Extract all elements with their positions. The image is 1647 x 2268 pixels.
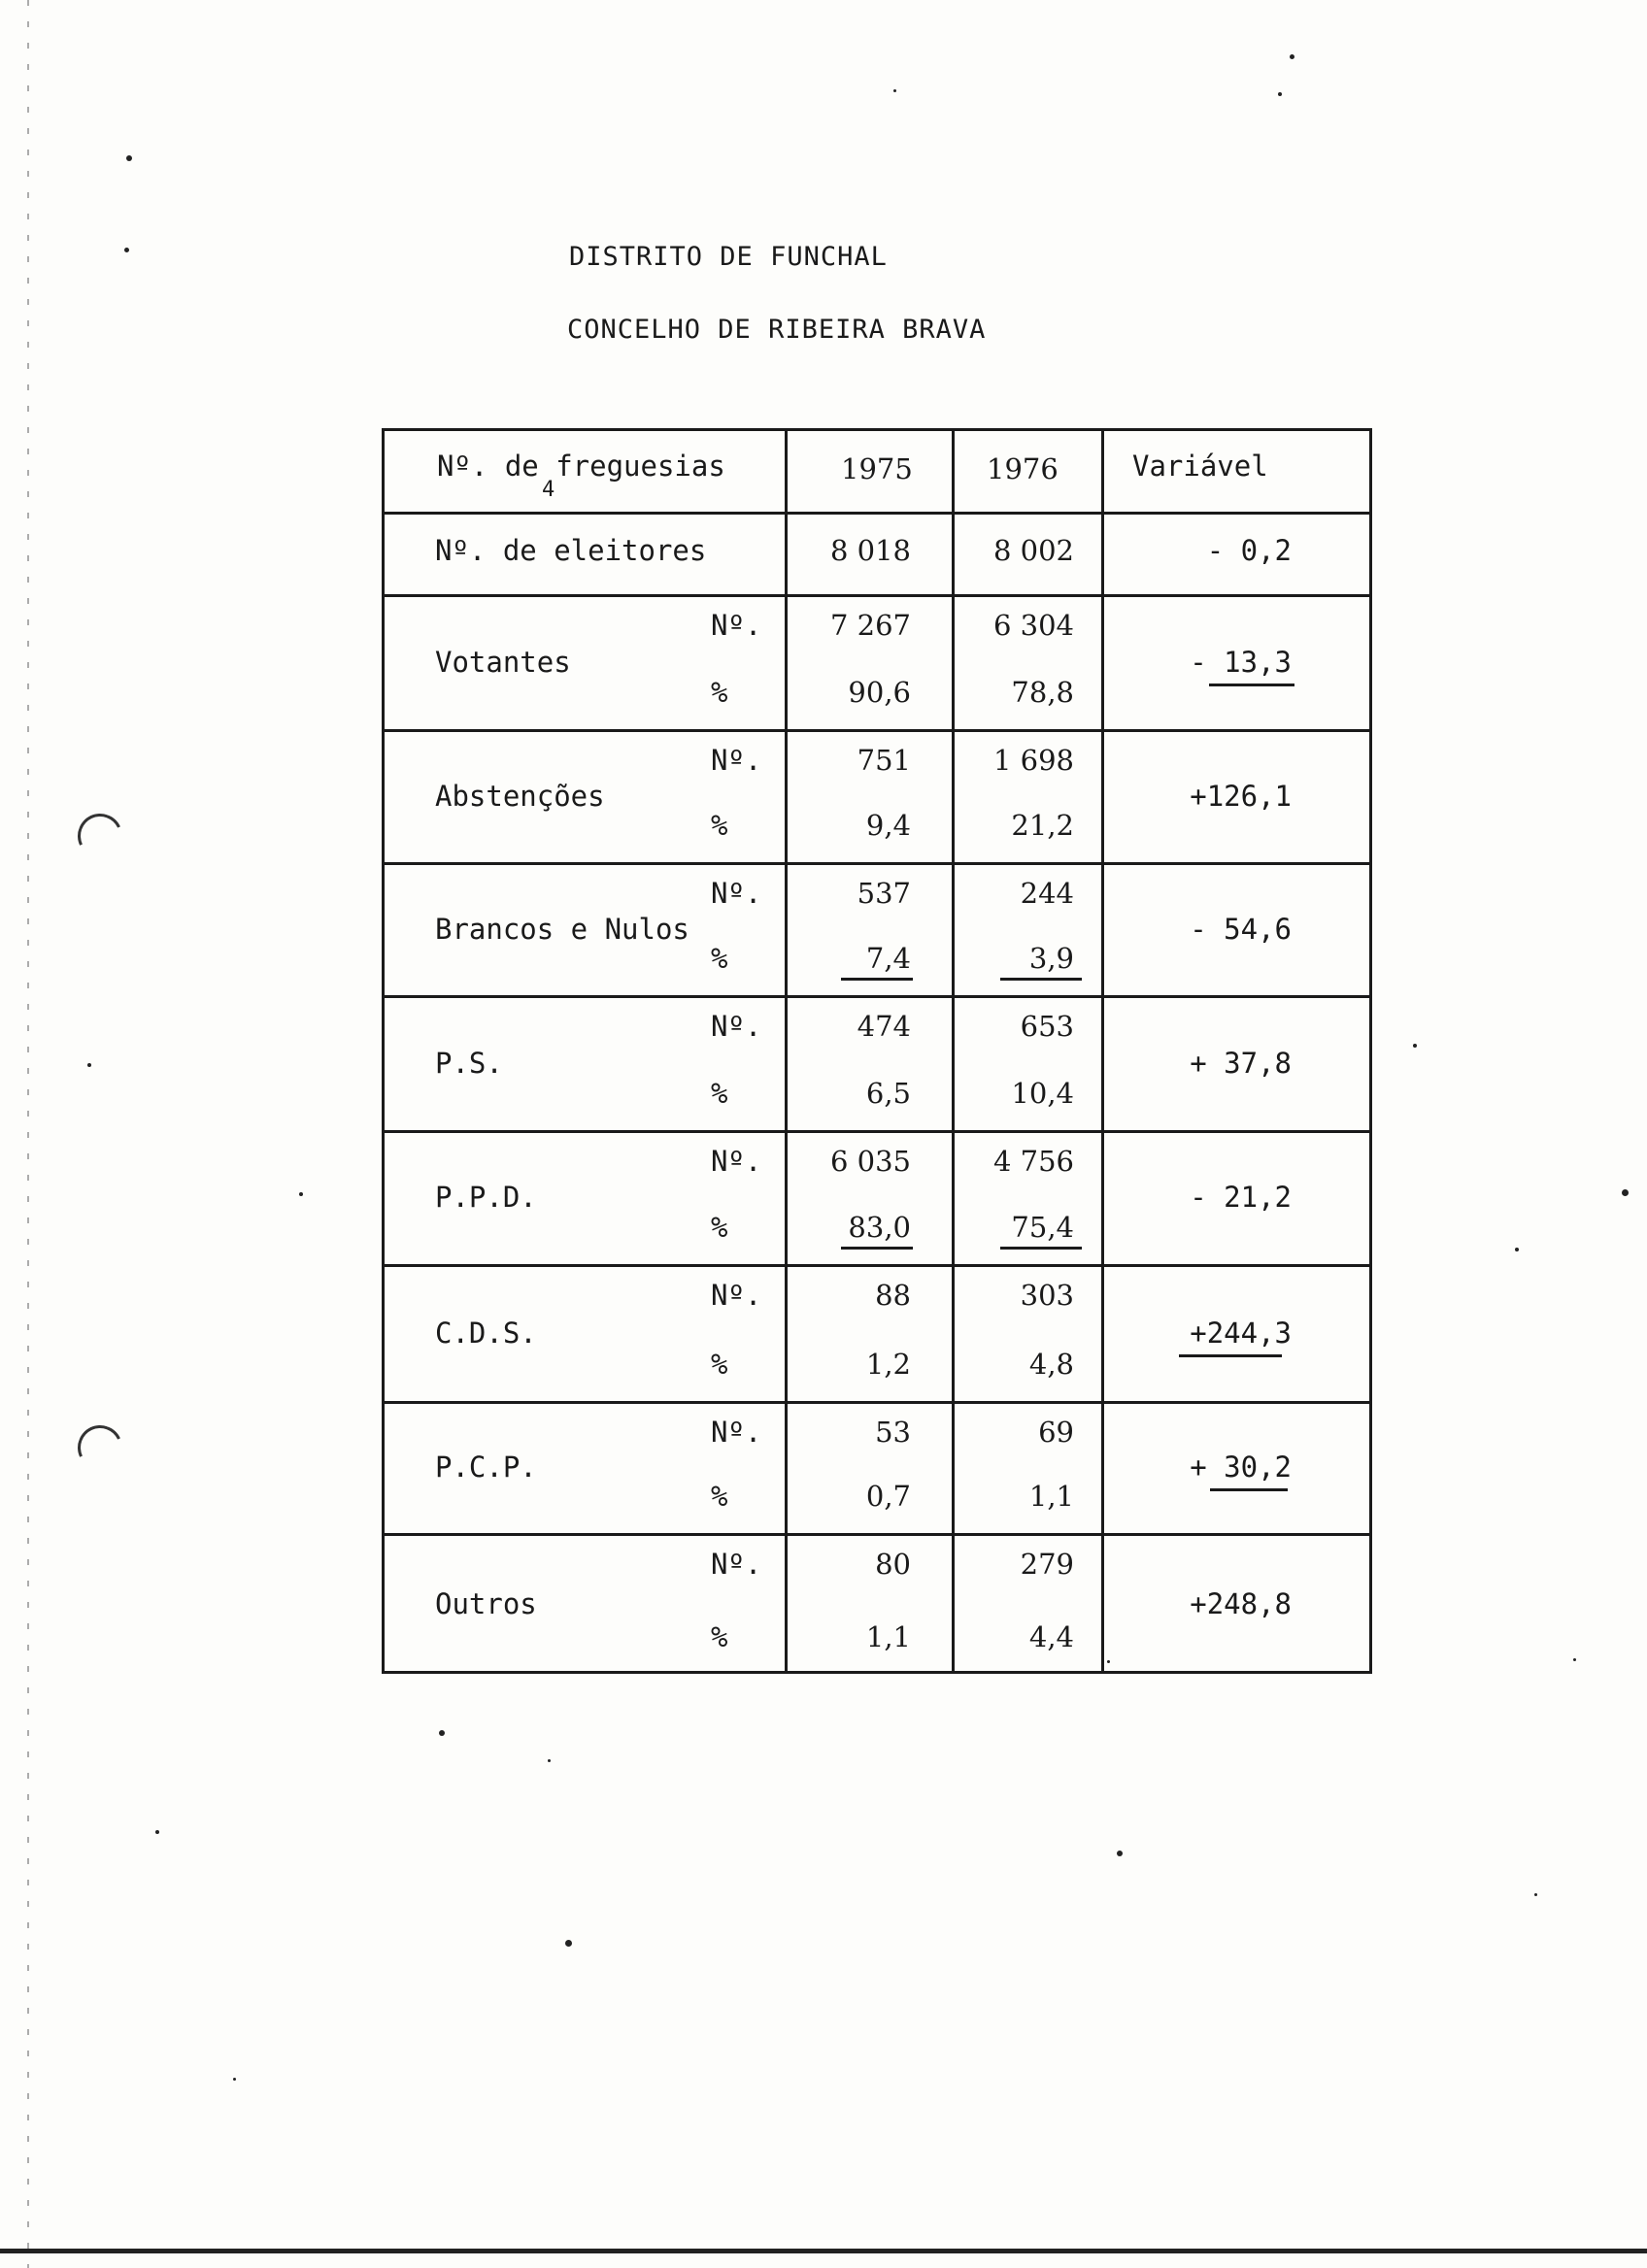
- row-variation: - 54,6: [1190, 913, 1292, 946]
- scan-speck: [1622, 1189, 1629, 1196]
- row-n-label: Nº.: [711, 744, 762, 777]
- row-variation: +244,3: [1190, 1317, 1292, 1350]
- row-pct-1976: 78,8: [1011, 676, 1074, 709]
- district-title: DISTRITO DE FUNCHAL: [569, 242, 888, 272]
- row-n-label: Nº.: [711, 1145, 762, 1178]
- scan-speck: [565, 1940, 572, 1947]
- scan-speck: [1107, 1660, 1110, 1663]
- row-variation: - 13,3: [1190, 646, 1292, 679]
- row-pct-1976: 4,8: [1028, 1348, 1074, 1381]
- scan-speck: [126, 155, 132, 161]
- scan-speck: [1278, 92, 1282, 96]
- parish-count: 4: [542, 478, 555, 502]
- scan-speck: [233, 2078, 236, 2081]
- row-n-1975: 7 267: [829, 609, 911, 642]
- row-pct-label: %: [711, 1348, 728, 1381]
- row-n-1976: 4 756: [992, 1145, 1074, 1178]
- row-n-1976: 244: [1020, 877, 1074, 910]
- scan-speck: [893, 89, 896, 92]
- row-n-1975: 751: [857, 744, 911, 777]
- underline-mark: [841, 978, 913, 981]
- row-pct-1975: 9,4: [865, 809, 911, 842]
- scan-speck: [1515, 1248, 1519, 1251]
- row-label: P.C.P.: [435, 1451, 537, 1484]
- row-pct-1975: 0,7: [865, 1480, 911, 1513]
- row-pct-1976: 10,4: [1011, 1077, 1074, 1110]
- underline-mark: [1000, 978, 1082, 981]
- row-pct-1976: 3,9: [1028, 942, 1074, 975]
- header-year-1976: 1976: [987, 452, 1059, 485]
- row-n-1976: 69: [1038, 1416, 1074, 1449]
- row-label: Abstenções: [435, 780, 605, 813]
- scan-speck: [548, 1759, 551, 1762]
- row-pct-label: %: [711, 942, 728, 975]
- row-n-label: Nº.: [711, 1416, 762, 1449]
- electors-1976: 8 002: [992, 534, 1074, 567]
- scan-speck: [1573, 1658, 1576, 1661]
- row-pct-1975: 1,2: [865, 1348, 911, 1381]
- row-pct-label: %: [711, 1620, 728, 1653]
- scan-speck: [1290, 54, 1294, 59]
- punch-hole: [72, 808, 129, 865]
- row-pct-label: %: [711, 1480, 728, 1513]
- row-divider: [382, 512, 1372, 515]
- scan-speck: [1117, 1851, 1123, 1856]
- row-n-label: Nº.: [711, 877, 762, 910]
- row-pct-1975: 1,1: [865, 1620, 911, 1653]
- row-n-1975: 6 035: [829, 1145, 911, 1178]
- row-label: Brancos e Nulos: [435, 913, 689, 946]
- row-variation: + 30,2: [1190, 1451, 1292, 1484]
- punch-hole: [72, 1419, 129, 1477]
- col-divider: [952, 428, 955, 1674]
- header-variation: Variável: [1132, 450, 1268, 483]
- row-label: Outros: [435, 1587, 537, 1620]
- row-n-label: Nº.: [711, 1010, 762, 1043]
- row-n-label: Nº.: [711, 609, 762, 642]
- row-variation: + 37,8: [1190, 1047, 1292, 1080]
- row-n-label: Nº.: [711, 1279, 762, 1312]
- row-n-1975: 53: [875, 1416, 911, 1449]
- row-variation: - 21,2: [1190, 1181, 1292, 1214]
- row-label: C.D.S.: [435, 1317, 537, 1350]
- header-parishes-label: Nº. de freguesias: [437, 450, 725, 483]
- row-n-1976: 279: [1020, 1548, 1074, 1581]
- row-pct-1975: 83,0: [848, 1211, 911, 1244]
- row-divider: [382, 1533, 1372, 1536]
- row-variation: +248,8: [1190, 1587, 1292, 1620]
- electors-1975: 8 018: [829, 534, 911, 567]
- row-pct-1975: 7,4: [865, 942, 911, 975]
- scan-speck: [1413, 1044, 1417, 1048]
- row-divider: [382, 995, 1372, 998]
- row-n-1975: 88: [875, 1279, 911, 1312]
- row-n-1976: 1 698: [992, 744, 1074, 777]
- underline-mark: [1000, 1247, 1082, 1250]
- row-n-1975: 474: [857, 1010, 911, 1043]
- row-pct-label: %: [711, 1077, 728, 1110]
- row-divider: [382, 862, 1372, 865]
- row-pct-1975: 90,6: [848, 676, 911, 709]
- underline-mark: [1209, 684, 1294, 686]
- row-pct-1976: 1,1: [1028, 1480, 1074, 1513]
- row-n-1976: 303: [1020, 1279, 1074, 1312]
- row-divider: [382, 1401, 1372, 1404]
- row-divider: [382, 1130, 1372, 1133]
- row-n-label: Nº.: [711, 1548, 762, 1581]
- row-divider: [382, 729, 1372, 732]
- row-pct-label: %: [711, 676, 728, 709]
- scan-speck: [299, 1192, 303, 1196]
- col-divider: [1101, 428, 1104, 1674]
- scan-speck: [439, 1730, 445, 1736]
- electors-variation: - 0,2: [1206, 534, 1292, 567]
- scan-speck: [155, 1830, 159, 1834]
- scan-speck: [1534, 1893, 1537, 1896]
- row-divider: [382, 594, 1372, 597]
- row-label: P.P.D.: [435, 1181, 537, 1214]
- col-divider: [785, 428, 788, 1674]
- scan-speck: [124, 248, 129, 252]
- row-pct-label: %: [711, 1211, 728, 1244]
- underline-mark: [1179, 1354, 1282, 1357]
- row-label: Votantes: [435, 646, 571, 679]
- header-year-1975: 1975: [841, 452, 913, 485]
- row-pct-label: %: [711, 809, 728, 842]
- underline-mark: [1210, 1488, 1288, 1491]
- row-pct-1976: 4,4: [1028, 1620, 1074, 1653]
- page-bottom-edge: [0, 2249, 1647, 2253]
- electors-label: Nº. de eleitores: [435, 534, 707, 567]
- row-n-1975: 80: [875, 1548, 911, 1581]
- row-variation: +126,1: [1190, 780, 1292, 813]
- row-n-1976: 6 304: [992, 609, 1074, 642]
- row-pct-1976: 21,2: [1011, 809, 1074, 842]
- row-divider: [382, 1264, 1372, 1267]
- row-n-1975: 537: [857, 877, 911, 910]
- municipality-title: CONCELHO DE RIBEIRA BRAVA: [567, 315, 987, 345]
- row-pct-1975: 6,5: [865, 1077, 911, 1110]
- row-pct-1976: 75,4: [1011, 1211, 1074, 1244]
- row-label: P.S.: [435, 1047, 503, 1080]
- row-n-1976: 653: [1020, 1010, 1074, 1043]
- scan-speck: [87, 1063, 91, 1067]
- page-left-edge: [27, 0, 29, 2268]
- underline-mark: [841, 1247, 913, 1250]
